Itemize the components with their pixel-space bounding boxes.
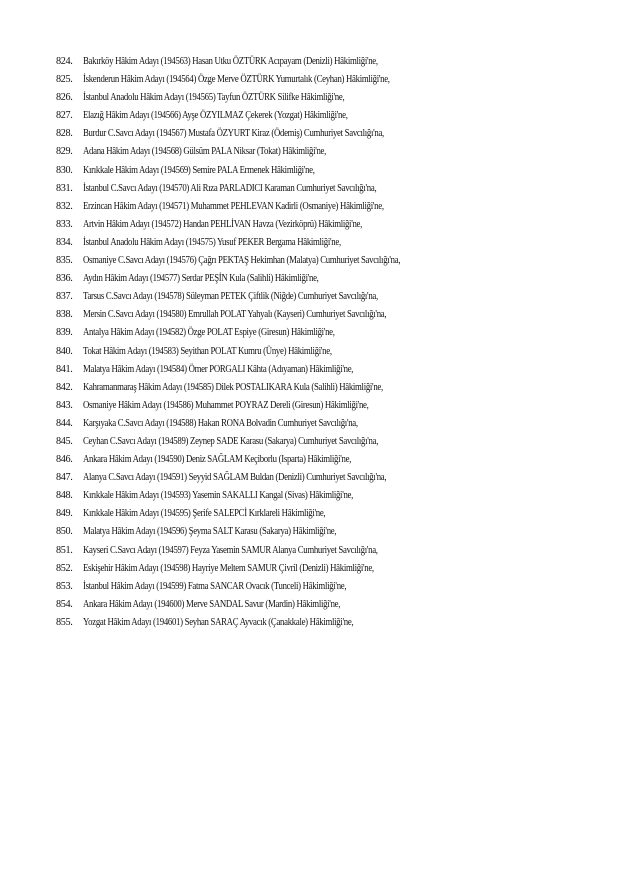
entry-text: Kırıkkale Hâkim Adayı (194593) Yasemin SAKALLI Kangal (Sivas) Hâkimliği'ne,	[83, 490, 354, 502]
list-item	[56, 614, 606, 632]
list-item	[56, 180, 606, 198]
list-item	[56, 143, 606, 161]
entry-number: 824.	[56, 56, 73, 67]
list-item	[56, 397, 606, 415]
list-item	[56, 198, 606, 216]
entry-text: Kırıkkale Hâkim Adayı (194569) Semire PALA Ermenek Hâkimliği'ne,	[83, 164, 315, 176]
entry-number: 850.	[56, 526, 73, 538]
entry-text: Erzincan Hâkim Adayı (194571) Muhammet PEHLEVAN Kadirli (Osmaniye) Hâkimliği'ne,	[83, 200, 384, 212]
entry-number: 825.	[56, 74, 73, 86]
entry-text: Bakırköy Hâkim Adayı (194563) Hasan Utku ÖZTÜRK Acıpayam (Denizli) Hâkimliği'ne,	[83, 56, 378, 67]
list-item	[56, 324, 606, 342]
entry-number: 836.	[56, 273, 73, 285]
list-item	[56, 542, 606, 560]
entry-number: 843.	[56, 399, 73, 411]
entry-number: 848.	[56, 490, 73, 502]
list-item	[56, 596, 606, 614]
entry-number: 829.	[56, 146, 73, 158]
entry-text: Kayseri C.Savcı Adayı (194597) Feyza Yasemin SAMUR Alanya Cumhuriyet Savcılığı'na,	[83, 544, 378, 556]
list-item	[56, 162, 606, 180]
entry-text: Kırıkkale Hâkim Adayı (194595) Şerife SALEPCİ Kırklareli Hâkimliği'ne,	[83, 508, 326, 520]
entry-text: Tarsus C.Savcı Adayı (194578) Süleyman PETEK Çiftlik (Niğde) Cumhuriyet Savcılığı'na,	[83, 291, 378, 303]
entry-text: Antalya Hâkim Adayı (194582) Özge POLAT Espiye (Giresun) Hâkimliği'ne,	[83, 327, 335, 339]
entry-number: 855.	[56, 616, 73, 628]
entry-number: 847.	[56, 472, 73, 484]
list-item	[56, 125, 606, 143]
entry-text: Mersin C.Savcı Adayı (194580) Emrullah POLAT Yahyalı (Kayseri) Cumhuriyet Savcılığı'na,	[83, 309, 387, 321]
entry-text: Karşıyaka C.Savcı Adayı (194588) Hakan RONA Bolvadin Cumhuriyet Savcılığı'na,	[83, 417, 358, 429]
list-item	[56, 53, 606, 71]
entry-text: Elazığ Hâkim Adayı (194566) Ayşe ÖZYILMAZ Çekerek (Yozgat) Hâkimliği'ne,	[83, 110, 348, 122]
entry-text: Osmaniye C.Savcı Adayı (194576) Çağrı PEKTAŞ Hekimhan (Malatya) Cumhuriyet Savcılığı'na,	[83, 255, 401, 267]
list-item	[56, 234, 606, 252]
list-item	[56, 433, 606, 451]
list-item	[56, 415, 606, 433]
entry-number: 852.	[56, 562, 73, 574]
entry-text: Ankara Hâkim Adayı (194600) Merve SANDAL Savur (Mardin) Hâkimliği'ne,	[83, 598, 341, 610]
list-item	[56, 379, 606, 397]
list-item	[56, 469, 606, 487]
list-item	[56, 505, 606, 523]
list-item	[56, 523, 606, 541]
entry-text: Burdur C.Savcı Adayı (194567) Mustafa ÖZYURT Kiraz (Ödemiş) Cumhuriyet Savcılığı'na,	[83, 128, 384, 140]
entry-text: Malatya Hâkim Adayı (194596) Şeyma SALT Karasu (Sakarya) Hâkimliği'ne,	[83, 526, 337, 538]
entry-text: İstanbul Hâkim Adayı (194599) Fatma SANCAR Ovacık (Tunceli) Hâkimliği'ne,	[83, 580, 347, 592]
list-item	[56, 71, 606, 89]
list-item	[56, 361, 606, 379]
entry-number: 845.	[56, 435, 73, 447]
entry-text: İstanbul Anadolu Hâkim Adayı (194575) Yusuf PEKER Bergama Hâkimliği'ne,	[83, 236, 341, 248]
entry-number: 832.	[56, 200, 73, 212]
entry-text: Alanya C.Savcı Adayı (194591) Seyyid SAĞLAM Buldan (Denizli) Cumhuriyet Savcılığı'na,	[83, 472, 387, 484]
entry-text: İstanbul C.Savcı Adayı (194570) Ali Rıza PARLADICI Karaman Cumhuriyet Savcılığı'na,	[83, 182, 377, 194]
entry-text: Eskişehir Hâkim Adayı (194598) Hayriye Meltem SAMUR Çivril (Denizli) Hâkimliği'ne,	[83, 562, 374, 574]
entry-number: 830.	[56, 164, 73, 176]
entry-text: Ankara Hâkim Adayı (194590) Deniz SAĞLAM Keçiborlu (Isparta) Hâkimliği'ne,	[83, 454, 352, 466]
entry-number: 851.	[56, 544, 73, 556]
entry-number: 828.	[56, 128, 73, 140]
entry-number: 854.	[56, 598, 73, 610]
list-item	[56, 306, 606, 324]
list-item	[56, 252, 606, 270]
entry-text: İstanbul Anadolu Hâkim Adayı (194565) Tayfun ÖZTÜRK Silifke Hâkimliği'ne,	[83, 92, 345, 104]
list-item	[56, 343, 606, 361]
entry-number: 833.	[56, 218, 73, 230]
appointment-list	[56, 53, 606, 632]
entry-number: 853.	[56, 580, 73, 592]
entry-number: 839.	[56, 327, 73, 339]
list-item	[56, 578, 606, 596]
entry-text: Artvin Hâkim Adayı (194572) Handan PEHLİVAN Havza (Vezirköprü) Hâkimliği'ne,	[83, 218, 363, 230]
entry-text: Malatya Hâkim Adayı (194584) Ömer PORGALI Kâhta (Adıyaman) Hâkimliği'ne,	[83, 363, 354, 375]
entry-number: 831.	[56, 182, 73, 194]
entry-text: Kahramanmaraş Hâkim Adayı (194585) Dilek POSTALIKARA Kula (Salihli) Hâkimliği'ne,	[83, 381, 383, 393]
entry-number: 842.	[56, 381, 73, 393]
entry-number: 846.	[56, 454, 73, 466]
entry-text: Yozgat Hâkim Adayı (194601) Seyhan SARAÇ Ayvacık (Çanakkale) Hâkimliği'ne,	[83, 616, 354, 628]
entry-number: 849.	[56, 508, 73, 520]
entry-number: 834.	[56, 236, 73, 248]
entry-number: 835.	[56, 255, 73, 267]
entry-text: Aydın Hâkim Adayı (194577) Serdar PEŞİN Kula (Salihli) Hâkimliği'ne,	[83, 273, 319, 285]
list-item	[56, 107, 606, 125]
entry-text: Tokat Hâkim Adayı (194583) Seyithan POLAT Kumru (Ünye) Hâkimliği'ne,	[83, 345, 332, 357]
list-item	[56, 288, 606, 306]
entry-number: 827.	[56, 110, 73, 122]
entry-number: 840.	[56, 345, 73, 357]
entry-text: İskenderun Hâkim Adayı (194564) Özge Merve ÖZTÜRK Yumurtalık (Ceyhan) Hâkimliği'ne,	[83, 74, 390, 86]
list-item	[56, 270, 606, 288]
list-item	[56, 487, 606, 505]
list-item	[56, 89, 606, 107]
list-item	[56, 451, 606, 469]
entry-number: 841.	[56, 363, 73, 375]
entry-text: Adana Hâkim Adayı (194568) Gülsüm PALA Niksar (Tokat) Hâkimliği'ne,	[83, 146, 327, 158]
list-item	[56, 560, 606, 578]
entry-number: 837.	[56, 291, 73, 303]
entry-number: 838.	[56, 309, 73, 321]
entry-number: 844.	[56, 417, 73, 429]
entry-number: 826.	[56, 92, 73, 104]
entry-text: Osmaniye Hâkim Adayı (194586) Muhammet POYRAZ Dereli (Giresun) Hâkimliği'ne,	[83, 399, 369, 411]
list-item	[56, 216, 606, 234]
entry-text: Ceyhan C.Savcı Adayı (194589) Zeynep SADE Karasu (Sakarya) Cumhuriyet Savcılığı'na,	[83, 435, 379, 447]
